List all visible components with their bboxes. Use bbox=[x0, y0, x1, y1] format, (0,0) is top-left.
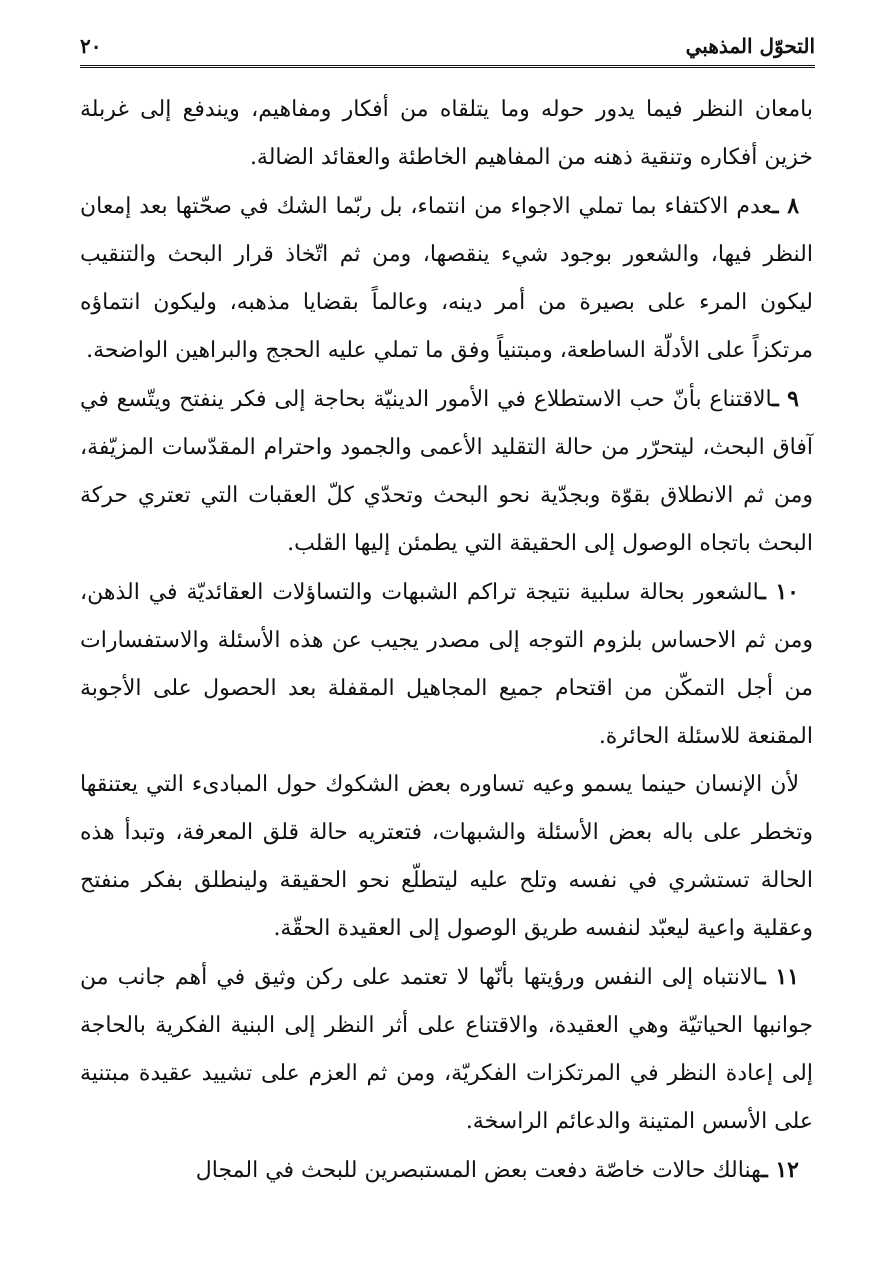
numbered-paragraph-12 bbox=[80, 1146, 813, 1195]
body-text bbox=[80, 86, 813, 1195]
page-number: ٢٠ bbox=[80, 34, 102, 58]
header-divider bbox=[80, 65, 815, 68]
numbered-paragraph-9 bbox=[80, 375, 813, 568]
paragraph-text: الانتباه إلى النفس ورؤيتها بأنّها لا تعتمد على ركن وثيق في أهم جانب من جوانبها الحياتيّة وهي العقيدة، والاقتناع على أثر النظر إلى البنية الفكرية بالحاجة إلى إعادة النظر في المرتكزات الفكريّة، ومن ثم العزم على تشييد عقيدة مبتنية على الأسس المتينة والدعائم الراسخة. bbox=[80, 965, 813, 1134]
paragraph-number: ٩ ـ bbox=[772, 386, 799, 412]
paragraph-number: ١٢ ـ bbox=[761, 1157, 799, 1183]
paragraph-text: لأن الإنسان حينما يسمو وعيه تساوره بعض الشكوك حول المبادىء التي يعتنقها وتخطر على باله بعض الأسئلة والشبهات، فتعتريه حالة قلق المعرفة، وتبدأ هذه الحالة تستشري في نفسه وتلح عليه ليتطلّع نحو الحقيقة ولينطلق بفكر منفتح وعقلية واعية ليعبّد لنفسه طريق الوصول إلى العقيدة الحقّة. bbox=[80, 772, 813, 941]
numbered-paragraph-8 bbox=[80, 182, 813, 375]
paragraph-number: ١١ ـ bbox=[759, 964, 799, 990]
numbered-paragraph-10 bbox=[80, 568, 813, 761]
paragraph-text: الشعور بحالة سلبية نتيجة تراكم الشبهات والتساؤلات العقائديّة في الذهن، ومن ثم الاحساس بلزوم التوجه إلى مصدر يجيب عن هذه الأسئلة والاستفسارات من أجل التمكّن من اقتحام جميع المجاهيل المقفلة بعد الحصول على الأجوبة المقنعة للاسئلة الحائرة. bbox=[80, 580, 813, 749]
numbered-paragraph-11 bbox=[80, 953, 813, 1146]
paragraph-number: ٨ ـ bbox=[772, 193, 800, 219]
paragraph-text: الاقتناع بأنّ حب الاستطلاع في الأمور الدينيّة بحاجة إلى فكر ينفتح ويتّسع في آفاق البحث، ليتحرّر من حالة التقليد الأعمى والجمود واحترام المقدّسات المزيّفة، ومن ثم الانطلاق بقوّة وبجدّية نحو البحث وتحدّي كلّ العقبات التي تعتري حركة البحث باتجاه الوصول إلى الحقيقة التي يطمئن إليها القلب. bbox=[80, 387, 813, 556]
paragraph-text: هنالك حالات خاصّة دفعت بعض المستبصرين للبحث في المجال bbox=[195, 1158, 762, 1183]
page-header bbox=[80, 28, 815, 68]
paragraph-text: عدم الاكتفاء بما تملي الاجواء من انتماء، بل ربّما الشك في صحّتها بعد إمعان النظر فيها، والشعور بوجود شيء ينقصها، ومن ثم اتّخاذ قرار البحث والتنقيب ليكون المرء على بصيرة من أمر دينه، وعالماً بقضايا مذهبه، وليكون انتماؤه مرتكزاً على الأدلّة الساطعة، ومبتنياً وفق ما تملي عليه الحجج والبراهين الواضحة. bbox=[80, 194, 813, 363]
paragraph-text: بامعان النظر فيما يدور حوله وما يتلقاه من أفكار ومفاهيم، ويندفع إلى غربلة خزين أفكاره وتنقية ذهنه من المفاهيم الخاطئة والعقائد الضالة. bbox=[80, 97, 813, 170]
running-title: التحوّل المذهبي bbox=[685, 34, 815, 58]
paragraph-continuation bbox=[80, 86, 813, 182]
paragraph-explanation bbox=[80, 761, 813, 953]
paragraph-number: ١٠ ـ bbox=[759, 579, 799, 605]
